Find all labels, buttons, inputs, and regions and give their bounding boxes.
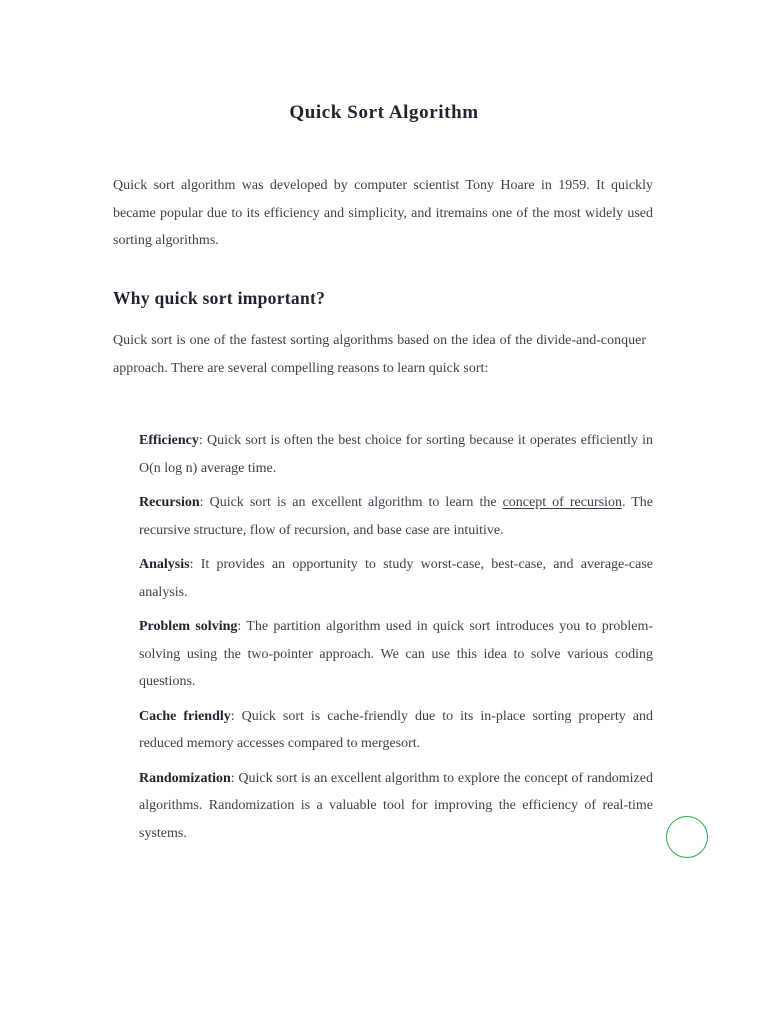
section-lead-paragraph: Quick sort is one of the fastest sorting algorithms based on the idea of the divide-and-conquer approach. There are several compelling reasons to learn quick sort: <box>113 333 646 376</box>
page-title: Quick Sort Algorithm <box>289 102 479 123</box>
reason-text: : Quick sort is an excellent algorithm to explore the concept of randomized algorithms. Randomization is a valuable tool for improving the efficiency of real-time systems. <box>139 770 653 841</box>
reason-text: : It provides an opportunity to study worst-case, best-case, and average-case analysis. <box>139 557 653 600</box>
reason-text: . The recursive structure, flow of recursion, and base case are intuitive. <box>139 495 653 538</box>
reason-item-analysis <box>139 551 653 606</box>
reason-term: Analysis <box>139 557 190 572</box>
reason-text: : Quick sort is often the best choice for sorting because it operates efficiently in O(n log n) average time. <box>139 433 653 476</box>
reason-item-randomization <box>139 765 653 848</box>
reason-text: : Quick sort is an excellent algorithm to learn the <box>199 495 503 510</box>
reason-text: : The partition algorithm used in quick sort introduces you to problem-solving using the two-pointer approach. We can use this idea to solve various coding questions. <box>139 619 654 689</box>
reasons-list <box>139 427 653 854</box>
reason-item-recursion <box>139 489 653 544</box>
reason-term: Recursion <box>139 495 200 510</box>
reason-term: Randomization <box>139 770 231 786</box>
reason-item-problem-solving <box>139 613 653 696</box>
reason-term: Cache friendly <box>139 708 231 724</box>
reason-item-cache-friendly <box>139 703 653 758</box>
reason-text: : Quick sort is cache-friendly due to its in-place sorting property and reduced memory accesses compared to mergesort. <box>139 708 653 751</box>
reason-item-efficiency <box>139 427 653 482</box>
intro-paragraph: Quick sort algorithm was developed by computer scientist Tony Hoare in 1959. It quickly became popular due to its efficiency and simplicity, and itremains one of the most widely used sorting algorithms. <box>113 178 653 248</box>
scroll-to-top-button[interactable] <box>666 816 708 858</box>
concept-of-recursion-link[interactable]: concept of recursion <box>502 495 622 510</box>
reason-term: Problem solving <box>139 619 238 634</box>
reason-term: Efficiency <box>139 433 199 448</box>
section-heading: Why quick sort important? <box>113 288 326 308</box>
